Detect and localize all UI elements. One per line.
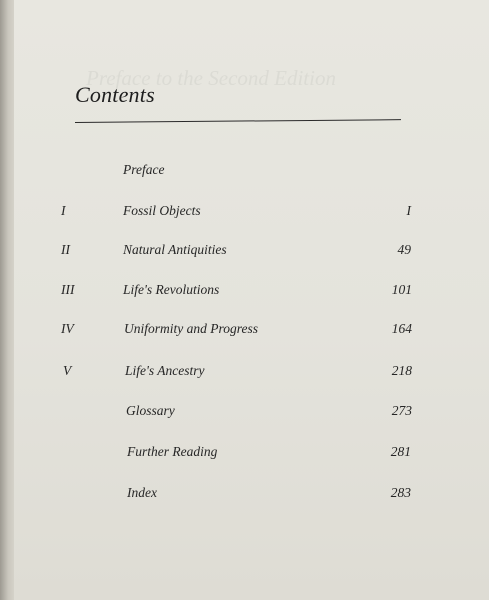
chapter-title: Life's Revolutions (123, 282, 220, 297)
book-page (14, 0, 489, 600)
toc-row (14, 282, 489, 306)
toc-row (14, 321, 489, 345)
toc-row (14, 403, 489, 427)
chapter-title: Fossil Objects (123, 203, 201, 218)
page-number: 101 (391, 282, 412, 297)
title-rule (75, 119, 401, 123)
chapter-numeral: II (61, 242, 70, 257)
chapter-title: Natural Antiquities (123, 242, 227, 257)
page-number: 281 (390, 444, 411, 459)
chapter-title: Uniformity and Progress (124, 321, 258, 336)
show-through-text: Preface to the Second Edition (86, 66, 336, 90)
page-number: 283 (390, 485, 411, 500)
toc-row (14, 485, 489, 509)
toc-row (14, 242, 489, 266)
page-title: Contents (75, 82, 155, 107)
chapter-title: Life's Ancestry (125, 363, 205, 378)
toc-row (14, 363, 489, 387)
chapter-numeral: I (61, 203, 66, 218)
page-number: I (406, 203, 411, 218)
chapter-numeral: V (63, 363, 72, 378)
page-number: 273 (391, 403, 412, 418)
page-number: 164 (391, 321, 412, 336)
chapter-numeral: III (61, 282, 75, 297)
toc-row (14, 203, 489, 227)
toc-row (14, 162, 489, 186)
page-number: 49 (397, 242, 411, 257)
chapter-title: Further Reading (127, 444, 218, 459)
chapter-numeral: IV (61, 321, 74, 336)
chapter-title: Glossary (126, 403, 175, 418)
toc-row (14, 444, 489, 468)
chapter-title: Index (127, 485, 157, 500)
page-number: 218 (391, 363, 412, 378)
chapter-title: Preface (123, 162, 165, 177)
